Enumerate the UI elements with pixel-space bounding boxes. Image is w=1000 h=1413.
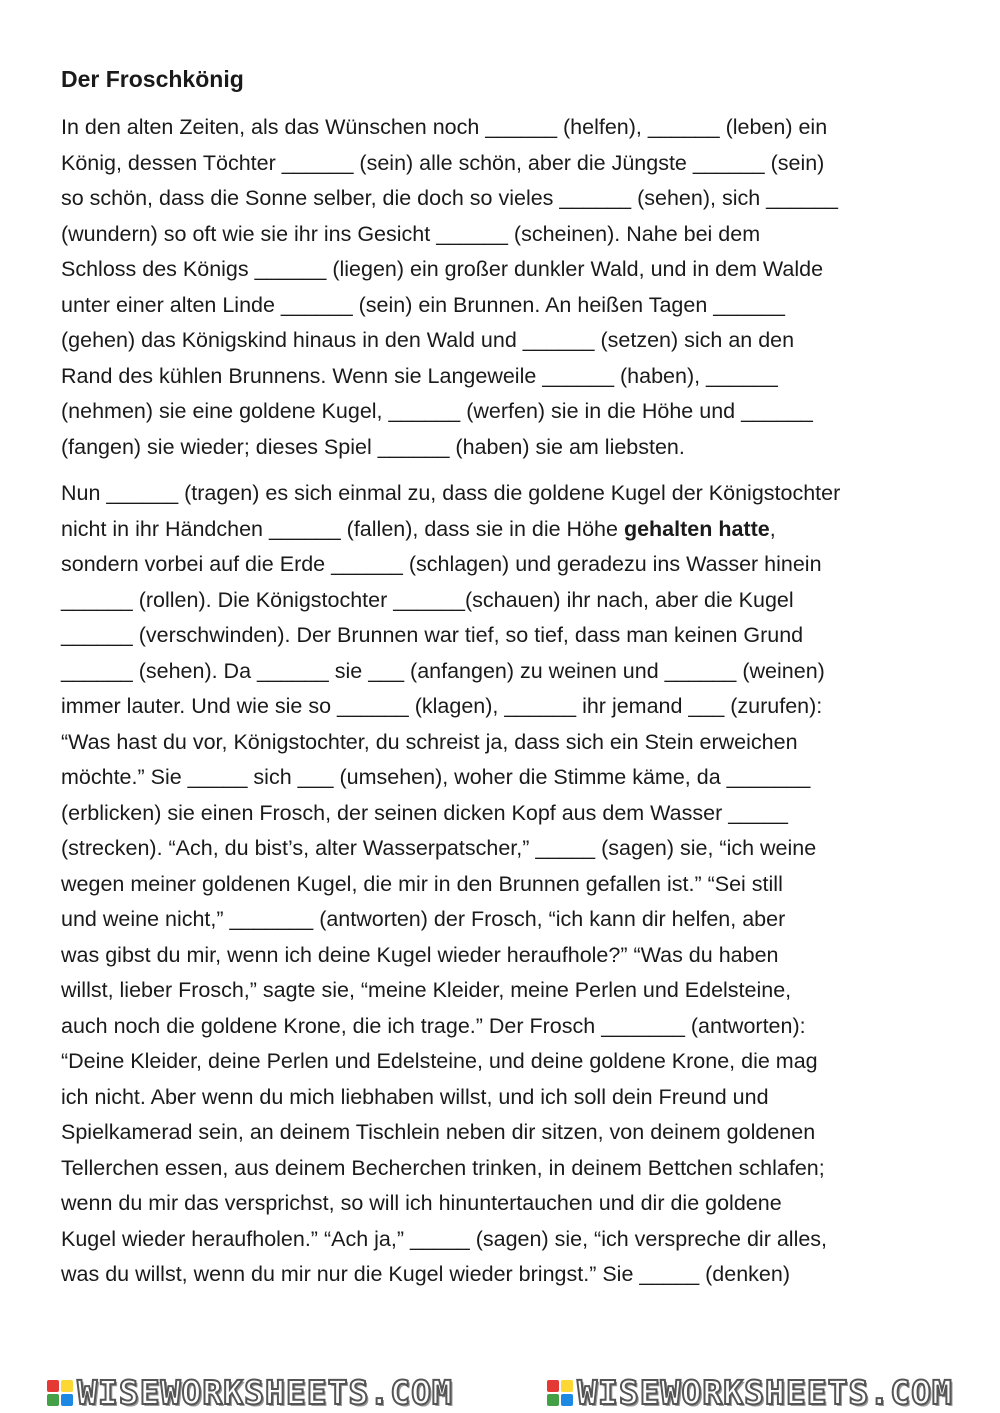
footer-watermark bbox=[0, 1372, 1000, 1413]
text-line-with-bold bbox=[61, 512, 941, 548]
text-segment: nicht in ihr Händchen ______ (fallen), dass sie in die Höhe bbox=[61, 516, 624, 541]
text-line: Schloss des Königs ______ (liegen) ein großer dunkler Wald, und in dem Walde bbox=[61, 257, 824, 281]
brand-logo bbox=[47, 1373, 453, 1412]
text-line: ______ (verschwinden). Der Brunnen war tief, so tief, dass man keinen Grund bbox=[61, 623, 804, 647]
text-line: auch noch die goldene Krone, die ich trage.” Der Frosch _______ (antworten): bbox=[61, 1013, 806, 1038]
text-line: so schön, dass die Sonne selber, die doch so vieles ______ (sehen), sich ______ bbox=[61, 186, 838, 210]
icon-square bbox=[61, 1380, 73, 1392]
icon-square bbox=[561, 1380, 573, 1392]
text-line: (fangen) sie wieder; dieses Spiel ______ (haben) sie am liebsten. bbox=[61, 434, 685, 459]
text-line: Spielkamerad sein, an deinem Tischlein neben dir sitzen, von deinem goldenen bbox=[61, 1120, 816, 1144]
worksheet bbox=[61, 62, 941, 1304]
text-line: wegen meiner goldenen Kugel, die mir in den Brunnen gefallen ist.” “Sei still bbox=[61, 871, 783, 896]
text-line: wenn du mir das versprichst, so will ich hinuntertauchen und dir die goldene bbox=[61, 1191, 782, 1215]
icon-square bbox=[547, 1394, 559, 1406]
text-line: und weine nicht,” _______ (antworten) der Frosch, “ich kann dir helfen, aber bbox=[61, 907, 786, 931]
text-line: ich nicht. Aber wenn du mich liebhaben willst, und ich soll dein Freund und bbox=[61, 1084, 769, 1109]
text-line: ______ (sehen). Da ______ sie ___ (anfangen) zu weinen und ______ (weinen) bbox=[61, 658, 825, 683]
text-line: was du willst, wenn du mir nur die Kugel wieder bringst.” Sie _____ (denken) bbox=[61, 1262, 790, 1286]
text-line: willst, lieber Frosch,” sagte sie, “meine Kleider, meine Perlen und Edelsteine, bbox=[61, 978, 792, 1002]
text-line: “Was hast du vor, Königstochter, du schreist ja, dass sich ein Stein erweichen bbox=[61, 729, 798, 754]
text-line: (strecken). “Ach, du bist’s, alter Wasserpatscher,” _____ (sagen) sie, “ich weine bbox=[61, 836, 817, 860]
brand-text: WISEWORKSHEETS.COM bbox=[77, 1373, 453, 1412]
brand-icon bbox=[47, 1380, 73, 1406]
text-line: (wundern) so oft wie sie ihr ins Gesicht ______ (scheinen). Nahe bei dem bbox=[61, 221, 761, 246]
icon-square bbox=[61, 1394, 73, 1406]
text-line: Tellerchen essen, aus deinem Becherchen trinken, in deinem Bettchen schlafen; bbox=[61, 1155, 825, 1180]
text-line: Rand des kühlen Brunnens. Wenn sie Langeweile ______ (haben), ______ bbox=[61, 363, 778, 388]
text-line: sondern vorbei auf die Erde ______ (schlagen) und geradezu ins Wasser hinein bbox=[61, 552, 822, 576]
icon-square bbox=[547, 1380, 559, 1392]
text-segment: , bbox=[769, 516, 776, 541]
text-line: (nehmen) sie eine goldene Kugel, ______ (werfen) sie in die Höhe und ______ bbox=[61, 399, 813, 423]
icon-square bbox=[47, 1394, 59, 1406]
text-line: Kugel wieder heraufholen.” “Ach ja,” _____ (sagen) sie, “ich verspreche dir alles, bbox=[61, 1226, 828, 1251]
text-line: (gehen) das Königskind hinaus in den Wald und ______ (setzen) sich an den bbox=[61, 328, 795, 352]
text-line: Nun ______ (tragen) es sich einmal zu, dass die goldene Kugel der Königstochter bbox=[61, 481, 841, 505]
text-line: ______ (rollen). Die Königstochter ______(schauen) ihr nach, aber die Kugel bbox=[61, 587, 794, 612]
text-line: (erblicken) sie einen Frosch, der seinen dicken Kopf aus dem Wasser _____ bbox=[61, 800, 788, 825]
brand-logo bbox=[547, 1373, 953, 1412]
text-line: unter einer alten Linde ______ (sein) ein Brunnen. An heißen Tagen ______ bbox=[61, 292, 785, 317]
text-line: möchte.” Sie _____ sich ___ (umsehen), woher die Stimme käme, da _______ bbox=[61, 765, 811, 789]
text-line: In den alten Zeiten, als das Wünschen noch ______ (helfen), ______ (leben) ein bbox=[61, 115, 828, 139]
brand-icon bbox=[547, 1380, 573, 1406]
text-line: König, dessen Töchter ______ (sein) alle schön, aber die Jüngste ______ (sein) bbox=[61, 150, 825, 175]
page-title: Der Froschkönig bbox=[61, 66, 244, 92]
text-line: was gibst du mir, wenn ich deine Kugel wieder heraufhole?” “Was du haben bbox=[61, 942, 779, 967]
bold-phrase: gehalten hatte bbox=[623, 516, 770, 541]
icon-square bbox=[47, 1380, 59, 1392]
text-line: “Deine Kleider, deine Perlen und Edelsteine, und deine goldene Krone, die mag bbox=[61, 1049, 818, 1073]
paragraph-1 bbox=[61, 110, 941, 465]
text-line: immer lauter. Und wie sie so ______ (klagen), ______ ihr jemand ___ (zurufen): bbox=[61, 694, 823, 718]
paragraph-2 bbox=[61, 476, 941, 1293]
brand-text: WISEWORKSHEETS.COM bbox=[577, 1373, 953, 1412]
icon-square bbox=[561, 1394, 573, 1406]
